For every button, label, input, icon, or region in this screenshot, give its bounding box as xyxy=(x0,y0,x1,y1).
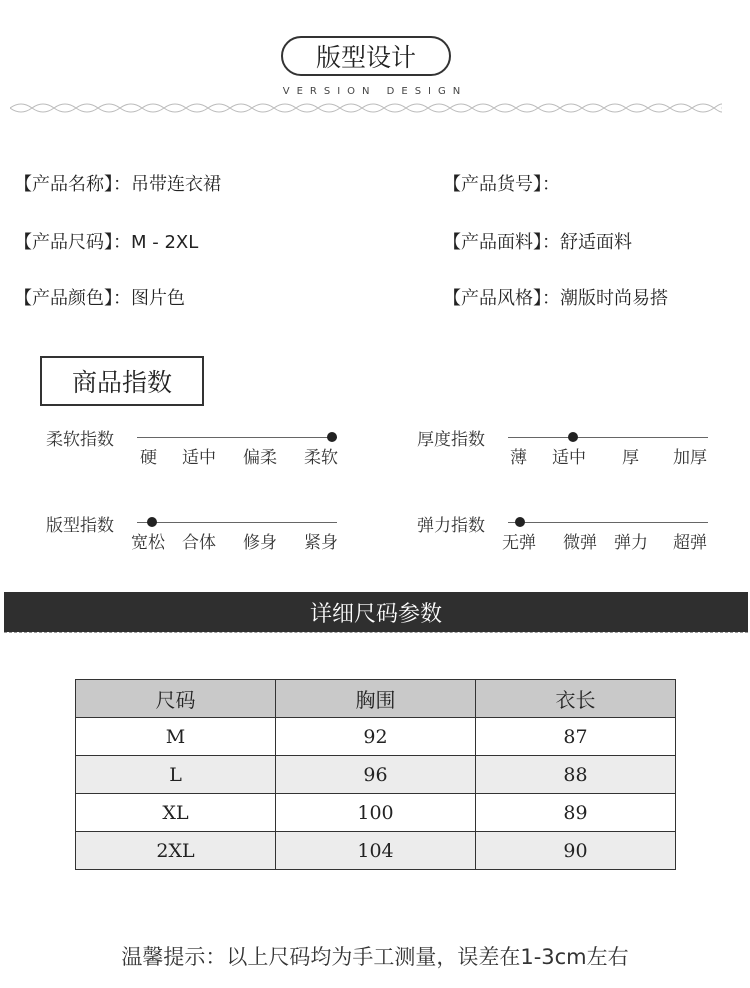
table-header-cell: 尺码 xyxy=(76,680,276,718)
table-row xyxy=(76,832,676,870)
table-cell: M xyxy=(76,718,276,756)
product-index-title-text: 商品指数 xyxy=(71,368,172,397)
info-product-code xyxy=(443,170,560,196)
elasticity-tick: 微弹 xyxy=(563,533,597,553)
info-label: 【产品风格】： xyxy=(443,288,560,309)
table-cell: 90 xyxy=(476,832,676,870)
info-value: 潮版时尚易搭 xyxy=(560,288,668,309)
softness-indicator xyxy=(327,432,337,442)
table-cell: 100 xyxy=(276,794,476,832)
table-cell: 2XL xyxy=(76,832,276,870)
table-cell: XL xyxy=(76,794,276,832)
table-cell: L xyxy=(76,756,276,794)
thickness-indicator xyxy=(568,432,578,442)
table-header-cell: 衣长 xyxy=(476,680,676,718)
table-row xyxy=(76,718,676,756)
info-value: 舒适面料 xyxy=(560,232,632,253)
product-index-title xyxy=(40,356,204,406)
fit-tick: 合体 xyxy=(182,533,216,553)
thickness-tick: 加厚 xyxy=(673,448,707,468)
fit-scale-line xyxy=(137,522,337,523)
fit-indicator xyxy=(147,517,157,527)
softness-tick: 硬 xyxy=(140,448,157,468)
softness-tick: 柔软 xyxy=(304,448,338,468)
info-label: 【产品尺码】： xyxy=(14,232,131,253)
elasticity-tick: 无弹 xyxy=(502,533,536,553)
table-row xyxy=(76,756,676,794)
info-label: 【产品颜色】： xyxy=(14,288,131,309)
table-header-row xyxy=(76,680,676,718)
section-title-text: 版型设计 xyxy=(315,43,416,72)
info-value: 图片色 xyxy=(131,288,185,309)
thickness-scale-line xyxy=(508,437,708,438)
info-label: 【产品名称】： xyxy=(14,174,131,195)
table-cell: 96 xyxy=(276,756,476,794)
table-cell: 104 xyxy=(276,832,476,870)
measurement-tip: 温馨提示：以上尺码均为手工测量，误差在1-3cm左右 xyxy=(121,945,629,969)
elasticity-indicator xyxy=(515,517,525,527)
wave-divider-icon xyxy=(10,100,722,116)
info-label: 【产品货号】： xyxy=(443,174,560,195)
table-cell: 89 xyxy=(476,794,676,832)
info-product-style xyxy=(443,284,668,310)
elasticity-tick: 超弹 xyxy=(673,533,707,553)
info-product-name xyxy=(14,170,221,196)
info-value: M - 2XL xyxy=(131,232,199,253)
fit-label: 版型指数 xyxy=(46,516,114,536)
thickness-tick: 厚 xyxy=(622,448,639,468)
info-product-color xyxy=(14,284,185,310)
table-cell: 88 xyxy=(476,756,676,794)
size-detail-banner xyxy=(4,592,748,632)
table-row xyxy=(76,794,676,832)
softness-scale-line xyxy=(137,437,337,438)
softness-label: 柔软指数 xyxy=(46,430,114,450)
elasticity-tick: 弹力 xyxy=(614,533,648,553)
softness-tick: 偏柔 xyxy=(243,448,277,468)
fit-tick: 修身 xyxy=(243,533,277,553)
info-value: 吊带连衣裙 xyxy=(131,174,221,195)
fit-tick: 宽松 xyxy=(131,533,165,553)
thickness-label: 厚度指数 xyxy=(417,430,485,450)
size-detail-banner-text: 详细尺码参数 xyxy=(309,601,442,627)
banner-dashed-divider xyxy=(4,632,748,633)
table-cell: 87 xyxy=(476,718,676,756)
info-product-fabric xyxy=(443,228,632,254)
thickness-tick: 薄 xyxy=(510,448,527,468)
softness-tick: 适中 xyxy=(182,448,216,468)
table-cell: 92 xyxy=(276,718,476,756)
table-header-cell: 胸围 xyxy=(276,680,476,718)
thickness-tick: 适中 xyxy=(552,448,586,468)
elasticity-label: 弹力指数 xyxy=(417,516,485,536)
fit-tick: 紧身 xyxy=(304,533,338,553)
size-table xyxy=(75,679,676,870)
section-title xyxy=(281,36,451,76)
elasticity-scale-line xyxy=(508,522,708,523)
info-label: 【产品面料】： xyxy=(443,232,560,253)
info-product-size xyxy=(14,228,198,254)
section-subtitle: VERSION DESIGN xyxy=(282,86,468,97)
